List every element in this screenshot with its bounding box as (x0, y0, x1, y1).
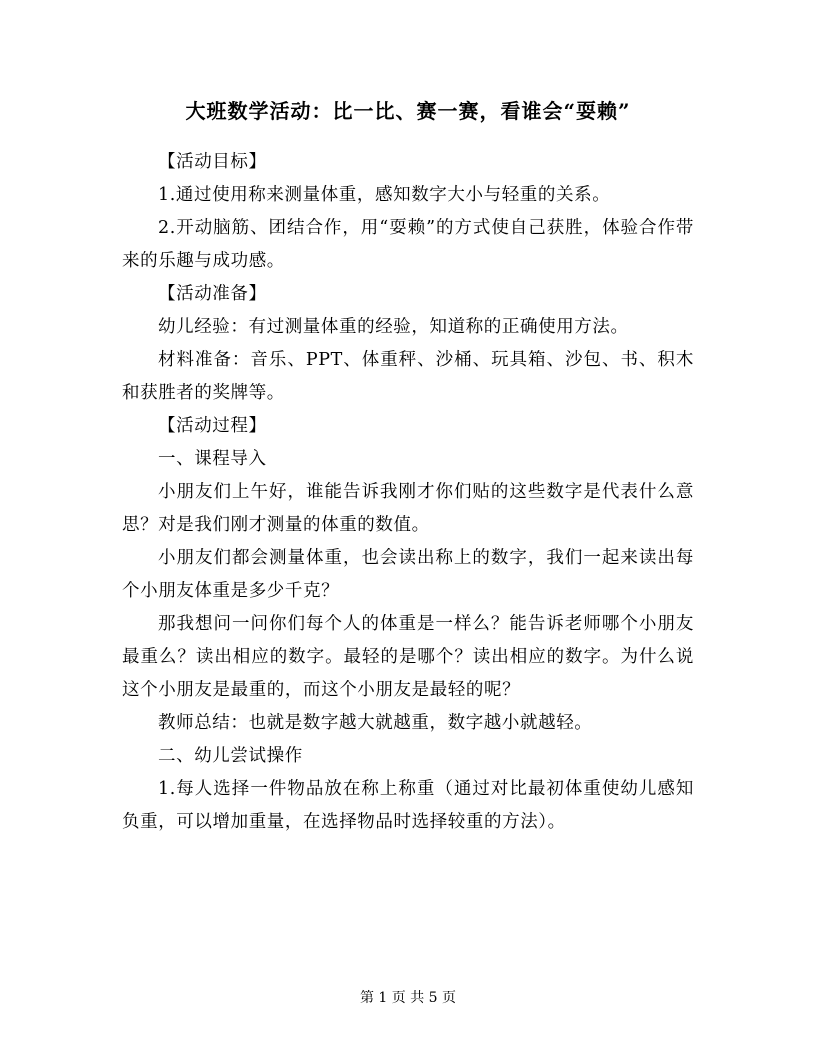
section-heading-preparation: 【活动准备】 (158, 284, 267, 304)
section-heading-goals: 【活动目标】 (158, 152, 267, 172)
goal-item-2: 2.开动脑筋、团结合作，用“耍赖”的方式使自己获胜，体验合作带来的乐趣与成功感。 (122, 218, 694, 271)
preparation-experience: 幼儿经验：有过测量体重的经验，知道称的正确使用方法。 (158, 317, 629, 337)
document-title: 大班数学活动：比一比、赛一赛，看谁会“耍赖” (185, 99, 631, 123)
process-step-intro-heading: 一、课程导入 (158, 449, 267, 469)
teacher-summary: 教师总结：也就是数字越大就越重，数字越小就越轻。 (158, 713, 593, 733)
goal-item-1: 1.通过使用称来测量体重，感知数字大小与轻重的关系。 (158, 185, 611, 205)
page-footer: 第 1 页 共 5 页 (359, 990, 457, 1006)
paragraph: 1.每人选择一件物品放在称上称重（通过对比最初体重使幼儿感知负重，可以增加重量，在选择物品时选择较重的方法）。 (122, 779, 694, 832)
document-body (122, 146, 694, 839)
section-heading-process: 【活动过程】 (158, 416, 267, 436)
preparation-materials: 材料准备：音乐、PPT、体重秤、沙桶、玩具箱、沙包、书、积木和获胜者的奖牌等。 (122, 350, 694, 403)
paragraph: 小朋友们都会测量体重，也会读出称上的数字，我们一起来读出每个小朋友体重是多少千克？ (122, 548, 694, 601)
paragraph: 小朋友们上午好，谁能告诉我刚才你们贴的这些数字是代表什么意思？对是我们刚才测量的体重的数值。 (122, 482, 694, 535)
process-step-try-heading: 二、幼儿尝试操作 (158, 746, 303, 766)
paragraph: 那我想问一问你们每个人的体重是一样么？能告诉老师哪个小朋友最重么？读出相应的数字。最轻的是哪个？读出相应的数字。为什么说这个小朋友是最重的，而这个小朋友是最轻的呢？ (122, 614, 694, 700)
